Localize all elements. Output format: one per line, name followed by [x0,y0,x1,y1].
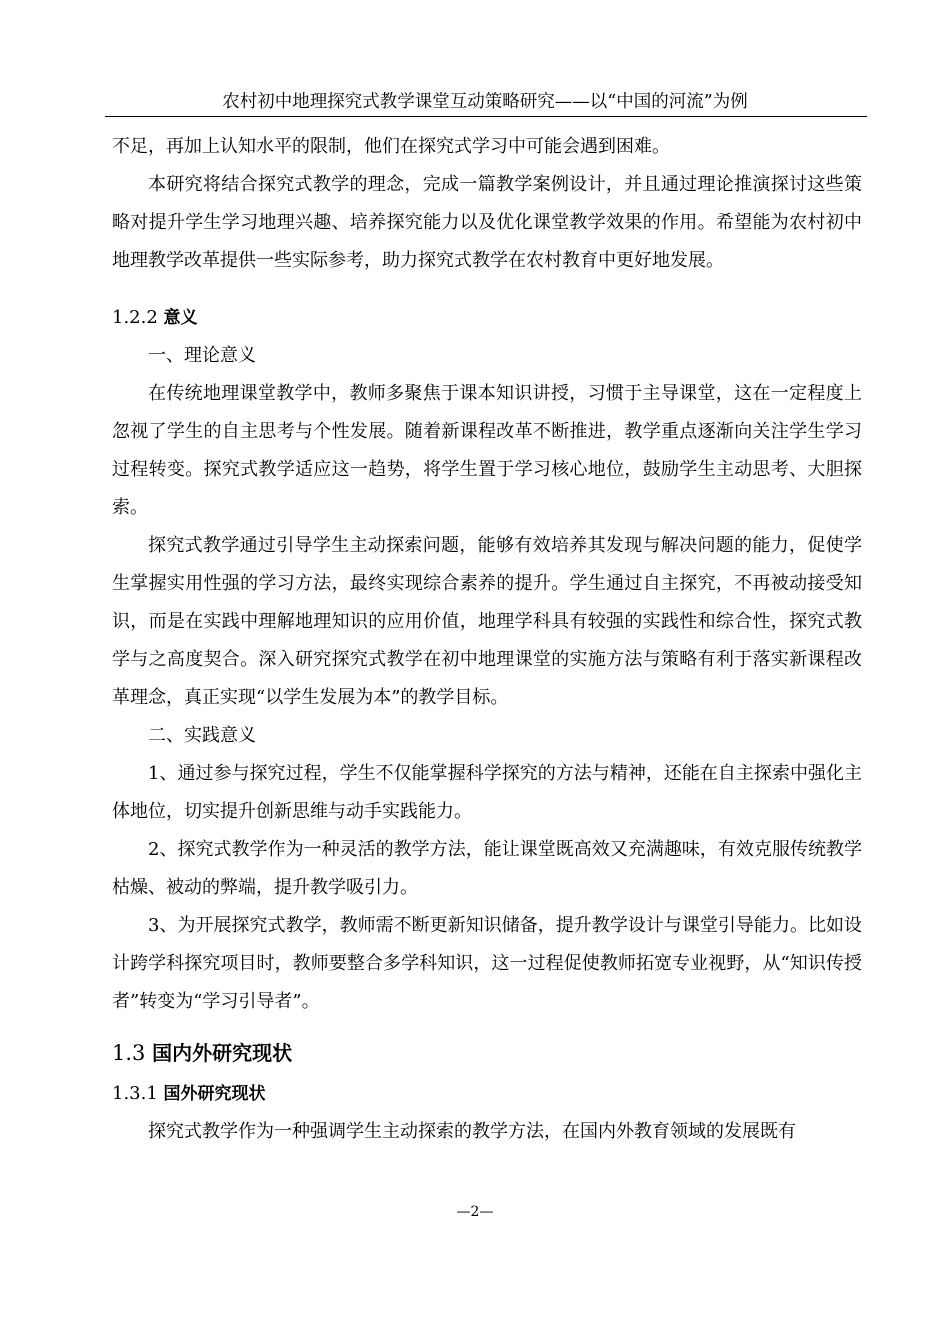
paragraph-theory-2: 探究式教学通过引导学生主动探索问题，能够有效培养其发现与解决问题的能力，促使学生掌握实用性强的学习方法，最终实现综合素养的提升。学生通过自主探究，不再被动接受知识，而是在实践中理解地理知识的应用价值，地理学科具有较强的实践性和综合性，探究式教学与之高度契合。深入研究探究式教学在初中地理课堂的实施方法与策略有利于落实新课程改革理念，真正实现“以学生发展为本”的教学目标。 [112,535,862,708]
paragraph-continued: 不足，再加上认知水平的限制，他们在探究式学习中可能会遇到困难。 [112,136,670,157]
section-number: 1.3 [112,1041,146,1065]
paragraph-research-plan: 本研究将结合探究式教学的理念，完成一篇教学案例设计，并且通过理论推演探讨这些策略对提升学生学习地理兴趣、培养探究能力以及优化课堂教学效果的作用。希望能为农村初中地理教学改革提供一些实际参考，助力探究式教学在农村教育中更好地发展。 [112,174,862,271]
section-number: 1.3.1 [112,1083,158,1104]
page-body [112,128,862,1151]
paragraph-practice-2: 2、探究式教学作为一种灵活的教学方法，能让课堂既高效又充满趣味，有效克服传统教学枯燥、被动的弊端，提升教学吸引力。 [112,839,862,898]
section-title: 意义 [163,308,198,328]
running-header: 农村初中地理探究式教学课堂互动策略研究——以“中国的河流”为例 [222,92,748,112]
paragraph-practice-1: 1、通过参与探究过程，学生不仅能掌握科学探究的方法与精神，还能在自主探索中强化主体地位，切实提升创新思维与动手实践能力。 [112,763,862,822]
section-heading-1-2-2 [112,299,862,337]
paragraph-theory-1: 在传统地理课堂教学中，教师多聚焦于课本知识讲授，习惯于主导课堂，这在一定程度上忽视了学生的自主思考与个性发展。随着新课程改革不断推进，教学重点逐渐向关注学生学习过程转变。探究式教学适应这一趋势，将学生置于学习核心地位，鼓励学生主动思考、大胆探索。 [112,383,862,518]
header-rule [105,116,867,117]
subheading-theoretical: 一、理论意义 [148,345,256,366]
section-title: 国外研究现状 [163,1084,266,1104]
section-heading-1-3-1 [112,1075,862,1113]
section-title: 国内外研究现状 [152,1041,293,1065]
paragraph-practice-3: 3、为开展探究式教学，教师需不断更新知识储备，提升教学设计与课堂引导能力。比如设计跨学科探究项目时，教师要整合多学科知识，这一过程促使教师拓宽专业视野，从“知识传授者”转变为“学习引导者”。 [112,915,862,1012]
section-heading-1-3 [112,1031,862,1075]
subheading-practical: 二、实践意义 [148,725,256,746]
section-number: 1.2.2 [112,307,158,328]
page-number: —2— [456,1204,494,1220]
paragraph-foreign-research: 探究式教学作为一种强调学生主动探索的教学方法，在国内外教育领域的发展既有 [148,1121,796,1142]
